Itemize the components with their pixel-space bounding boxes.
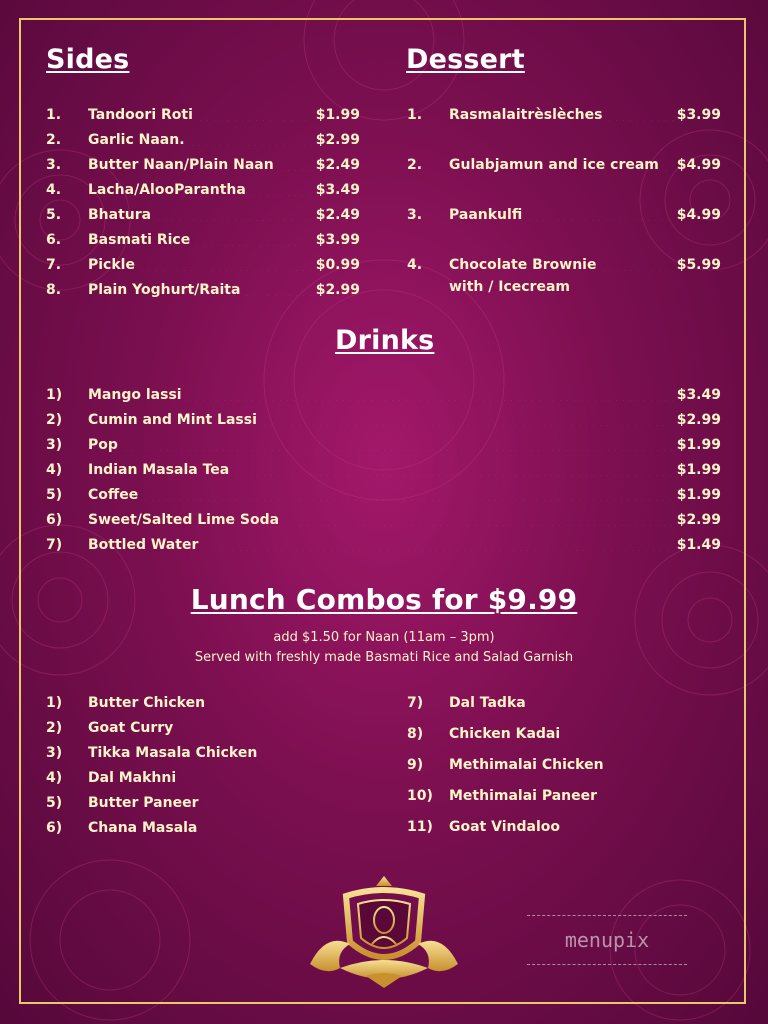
dot-leader [142, 489, 672, 501]
menu-item [46, 179, 360, 201]
menu-item [407, 692, 707, 714]
menu-item [46, 792, 346, 814]
item-name: Basmati Rice [88, 232, 191, 248]
menu-item [46, 767, 346, 789]
item-name: Bhatura [88, 207, 152, 223]
item-number: 5) [46, 487, 63, 503]
menu-item [46, 484, 721, 506]
item-name: Garlic Naan. [88, 132, 185, 148]
lunch-served-note: Served with freshly made Basmati Rice and Salad Garnish [194, 650, 574, 665]
menu-item [407, 785, 707, 807]
menu-item [407, 104, 721, 126]
dot-leader [261, 414, 673, 426]
menu-item [46, 409, 721, 431]
item-name: Butter Chicken [88, 695, 206, 711]
menu-item [407, 254, 721, 276]
menu-item [46, 509, 721, 531]
menupix-watermark: menupix [527, 915, 687, 965]
item-name: Goat Curry [88, 720, 174, 736]
item-name: Chana Masala [88, 820, 198, 836]
item-name: Gulabjamun and ice cream [449, 157, 659, 173]
item-number: 1. [46, 107, 62, 123]
item-price: $3.49 [315, 182, 360, 198]
item-subtitle: with / Icecream [449, 279, 570, 295]
item-price: $2.49 [315, 157, 360, 173]
dot-leader [663, 159, 673, 171]
item-price: $1.99 [315, 107, 360, 123]
item-number: 1) [46, 695, 63, 711]
item-name: Cumin and Mint Lassi [88, 412, 257, 428]
menu-item [46, 817, 346, 839]
item-name: Methimalai Chicken [449, 757, 604, 773]
item-name: Tandoori Roti [88, 107, 193, 123]
menu-item [46, 154, 360, 176]
menu-item [46, 717, 346, 739]
item-name: Mango lassi [88, 387, 182, 403]
item-name: Indian Masala Tea [88, 462, 230, 478]
item-number: 2. [46, 132, 62, 148]
item-price: $0.99 [315, 257, 360, 273]
dot-leader [197, 109, 312, 121]
menu-item [46, 129, 360, 151]
menu-item [407, 754, 707, 776]
item-price: $3.99 [676, 107, 721, 123]
item-price: $1.99 [676, 462, 721, 478]
sides-heading: Sides [46, 44, 130, 75]
dot-leader [233, 464, 673, 476]
item-price: $2.99 [676, 512, 721, 528]
dessert-heading: Dessert [406, 44, 525, 75]
item-price: $3.99 [315, 232, 360, 248]
item-number: 6. [46, 232, 62, 248]
dot-leader [122, 439, 673, 451]
item-price: $4.99 [676, 157, 721, 173]
item-number: 5) [46, 795, 63, 811]
item-number: 4) [46, 770, 63, 786]
menu-item [407, 154, 721, 176]
menu-item [46, 279, 360, 301]
item-price: $4.99 [676, 207, 721, 223]
menu-item [46, 534, 721, 556]
item-name: Dal Tadka [449, 695, 526, 711]
menu-item [407, 723, 707, 745]
item-number: 3) [46, 745, 63, 761]
item-name: Chocolate Brownie [449, 257, 597, 273]
item-number: 7) [46, 537, 63, 553]
dot-leader [139, 259, 312, 271]
item-number: 6) [46, 512, 63, 528]
item-name: Bottled Water [88, 537, 199, 553]
item-name: Lacha/AlooParantha [88, 182, 246, 198]
dot-leader [250, 184, 312, 196]
menu-item [407, 816, 707, 838]
item-price: $1.49 [676, 537, 721, 553]
dot-leader [189, 134, 312, 146]
item-price: $5.99 [676, 257, 721, 273]
item-name: Tikka Masala Chicken [88, 745, 258, 761]
item-number: 7. [46, 257, 62, 273]
menu-item [46, 742, 346, 764]
menu-item [46, 104, 360, 126]
item-number: 9) [407, 757, 424, 773]
item-name: Butter Naan/Plain Naan [88, 157, 274, 173]
item-number: 11) [407, 819, 433, 835]
menu-item [46, 384, 721, 406]
item-number: 2) [46, 412, 63, 428]
menu-item [407, 204, 721, 226]
crest-logo-icon [306, 872, 462, 992]
menu-item [46, 229, 360, 251]
item-number: 4) [46, 462, 63, 478]
item-number: 4. [407, 257, 423, 273]
item-price: $1.99 [676, 487, 721, 503]
lunch-naan-note: add $1.50 for Naan (11am – 3pm) [273, 630, 495, 645]
item-number: 4. [46, 182, 62, 198]
dot-leader [278, 159, 312, 171]
item-number: 7) [407, 695, 424, 711]
item-number: 6) [46, 820, 63, 836]
dot-leader [283, 514, 673, 526]
item-name: Goat Vindaloo [449, 819, 560, 835]
item-number: 3. [407, 207, 423, 223]
item-name: Pop [88, 437, 118, 453]
item-number: 3. [46, 157, 62, 173]
item-name: Dal Makhni [88, 770, 177, 786]
dot-leader [600, 259, 672, 271]
item-number: 8. [46, 282, 62, 298]
dot-leader [202, 539, 672, 551]
item-price: $2.99 [315, 132, 360, 148]
dot-leader [194, 234, 311, 246]
dot-leader [526, 209, 673, 221]
item-number: 2. [407, 157, 423, 173]
menu-item [46, 434, 721, 456]
item-name: Chicken Kadai [449, 726, 561, 742]
item-name: Plain Yoghurt/Raita [88, 282, 241, 298]
dot-leader [606, 109, 672, 121]
item-number: 10) [407, 788, 433, 804]
item-price: $2.99 [676, 412, 721, 428]
menu-item [46, 459, 721, 481]
item-name: Butter Paneer [88, 795, 199, 811]
item-number: 2) [46, 720, 63, 736]
dot-leader [186, 389, 673, 401]
menu-item [46, 692, 346, 714]
item-price: $3.49 [676, 387, 721, 403]
item-price: $2.99 [315, 282, 360, 298]
item-number: 1. [407, 107, 423, 123]
dot-leader [244, 284, 311, 296]
menu-item [46, 254, 360, 276]
menu-item [46, 204, 360, 226]
item-number: 1) [46, 387, 63, 403]
lunch-heading: Lunch Combos for $9.99 [190, 583, 578, 616]
item-name: Sweet/Salted Lime Soda [88, 512, 280, 528]
item-name: Paankulfi [449, 207, 523, 223]
item-name: Coffee [88, 487, 139, 503]
item-name: Rasmalaitrèslèches [449, 107, 603, 123]
drinks-heading: Drinks [335, 325, 435, 356]
dot-leader [155, 209, 312, 221]
item-price: $1.99 [676, 437, 721, 453]
item-name: Pickle [88, 257, 135, 273]
item-price: $2.49 [315, 207, 360, 223]
item-number: 5. [46, 207, 62, 223]
item-name: Methimalai Paneer [449, 788, 598, 804]
item-number: 8) [407, 726, 424, 742]
item-number: 3) [46, 437, 63, 453]
